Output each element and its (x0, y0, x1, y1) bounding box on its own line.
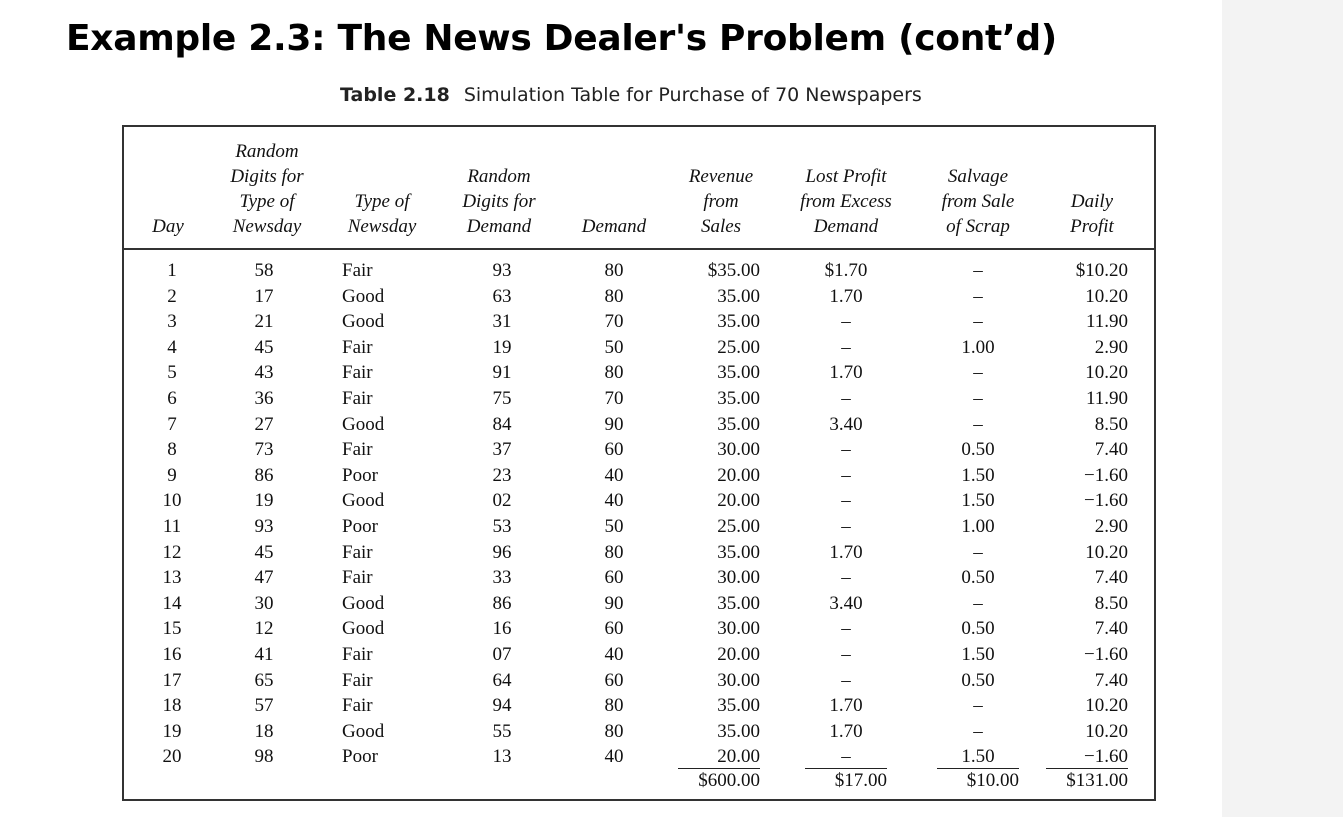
cell-rand-demand: 94 (492, 695, 512, 717)
cell-salvage: 1.50 (961, 746, 995, 768)
cell-rand-type: 12 (254, 618, 274, 640)
cell-profit: 7.40 (1094, 567, 1128, 589)
header-profit (1022, 189, 1162, 239)
cell-salvage: – (973, 362, 983, 384)
cell-rand-type: 17 (254, 285, 274, 307)
cell-rand-demand: 31 (492, 311, 512, 333)
header-line: Newsday (347, 216, 417, 237)
cell-type: Fair (342, 388, 373, 409)
cell-lost: 3.40 (829, 413, 863, 435)
header-line: Demand (813, 216, 879, 237)
cell-rand-demand: 63 (492, 285, 512, 307)
header-line: Salvage (947, 166, 1009, 187)
cell-profit: −1.60 (1084, 644, 1128, 665)
header-line: Digits for (230, 166, 304, 187)
cell-profit: 7.40 (1094, 669, 1128, 691)
cell-type: Good (342, 720, 385, 742)
cell-salvage: – (973, 285, 983, 307)
cell-salvage: – (973, 541, 983, 563)
cell-rand-type: 19 (254, 490, 274, 512)
cell-rand-demand: 53 (492, 516, 512, 537)
total-profit: $131.00 (1066, 770, 1128, 792)
cell-day: 6 (167, 388, 177, 409)
cell-rand-type: 58 (254, 260, 274, 281)
header-line: Demand (581, 216, 647, 237)
total-salvage: $10.00 (966, 770, 1019, 792)
cell-profit: 11.90 (1085, 311, 1128, 333)
cell-revenue: 35.00 (717, 413, 760, 435)
cell-lost: – (841, 618, 851, 640)
cell-profit: 10.20 (1085, 285, 1128, 307)
cell-revenue: 30.00 (717, 669, 760, 691)
cell-demand: 50 (604, 516, 624, 537)
cell-revenue: 35.00 (717, 720, 760, 742)
header-line: from Excess (800, 191, 892, 212)
cell-lost: – (841, 311, 851, 333)
cell-revenue: 20.00 (717, 464, 760, 486)
cell-rand-demand: 16 (492, 618, 512, 640)
cell-lost: – (841, 644, 851, 665)
cell-profit: 10.20 (1085, 720, 1128, 742)
cell-demand: 60 (604, 618, 624, 640)
header-line: Newsday (232, 216, 302, 237)
cell-rand-type: 36 (254, 388, 274, 409)
cell-rand-demand: 91 (492, 362, 512, 384)
cell-demand: 60 (604, 669, 624, 691)
cell-revenue: 30.00 (717, 439, 760, 461)
cell-day: 18 (162, 695, 182, 717)
cell-day: 7 (167, 413, 177, 435)
header-revenue (651, 164, 791, 239)
cell-type: Good (342, 413, 385, 435)
cell-rand-demand: 07 (492, 644, 512, 665)
cell-lost: 1.70 (829, 285, 863, 307)
cell-rand-demand: 23 (492, 464, 512, 486)
header-line: Random (467, 166, 531, 187)
cell-lost: 1.70 (829, 362, 863, 384)
cell-type: Poor (342, 516, 378, 537)
cell-day: 17 (162, 669, 182, 691)
cell-rand-type: 47 (254, 567, 274, 589)
cell-type: Good (342, 618, 385, 640)
cell-salvage: 1.00 (961, 516, 995, 537)
cell-revenue: 35.00 (717, 541, 760, 563)
cell-revenue: 25.00 (717, 336, 760, 358)
cell-revenue: 20.00 (717, 644, 760, 665)
header-line: Revenue (688, 166, 754, 187)
cell-rand-type: 57 (254, 695, 274, 717)
cell-type: Good (342, 490, 385, 512)
cell-rand-demand: 19 (492, 336, 512, 358)
cell-lost: 1.70 (829, 720, 863, 742)
cell-demand: 70 (604, 388, 624, 409)
header-line: from (703, 191, 739, 212)
header-line: Daily (1070, 191, 1114, 212)
cell-salvage: 1.00 (961, 336, 995, 358)
header-line: Day (152, 216, 184, 237)
header-line: Profit (1070, 216, 1114, 237)
total-lost: $17.00 (834, 770, 887, 792)
cell-demand: 40 (604, 746, 624, 768)
cell-demand: 70 (604, 311, 624, 333)
cell-demand: 50 (604, 336, 624, 358)
cell-revenue: 35.00 (717, 695, 760, 717)
cell-lost: – (841, 516, 851, 537)
cell-profit: −1.60 (1084, 490, 1128, 512)
cell-day: 13 (162, 567, 182, 589)
cell-day: 3 (167, 311, 177, 333)
cell-lost: – (841, 439, 851, 461)
cell-rand-type: 18 (254, 720, 274, 742)
cell-rand-type: 73 (254, 439, 274, 461)
cell-salvage: – (973, 388, 983, 409)
cell-demand: 80 (604, 362, 624, 384)
cell-salvage: 0.50 (961, 439, 995, 461)
header-line: from Sale (941, 191, 1015, 212)
table-caption (340, 84, 922, 106)
cell-revenue: 35.00 (717, 285, 760, 307)
cell-rand-demand: 93 (492, 260, 512, 281)
total-revenue: $600.00 (698, 770, 760, 792)
cell-type: Fair (342, 336, 373, 358)
cell-rand-demand: 02 (492, 490, 512, 512)
cell-profit: 10.20 (1085, 695, 1128, 717)
header-line: Lost Profit (805, 166, 887, 187)
cell-type: Poor (342, 746, 378, 768)
cell-lost: – (841, 388, 851, 409)
cell-type: Fair (342, 644, 373, 665)
cell-day: 2 (167, 285, 177, 307)
cell-day: 1 (167, 260, 177, 281)
cell-rand-demand: 86 (492, 592, 512, 614)
cell-type: Good (342, 285, 385, 307)
cell-salvage: 0.50 (961, 618, 995, 640)
cell-rand-demand: 75 (492, 388, 512, 409)
cell-lost: 3.40 (829, 592, 863, 614)
cell-revenue: 35.00 (717, 311, 760, 333)
header-rule (124, 248, 1154, 250)
cell-lost: 1.70 (829, 695, 863, 717)
cell-salvage: 0.50 (961, 567, 995, 589)
cell-demand: 60 (604, 439, 624, 461)
cell-revenue: $35.00 (707, 260, 760, 281)
cell-day: 14 (162, 592, 182, 614)
cell-profit: 10.20 (1085, 362, 1128, 384)
cell-type: Fair (342, 669, 373, 691)
header-lost (776, 164, 916, 239)
cell-type: Fair (342, 541, 373, 563)
cell-type: Fair (342, 362, 373, 384)
cell-rand-type: 45 (254, 336, 274, 358)
cell-rand-type: 65 (254, 669, 274, 691)
cell-lost: – (841, 490, 851, 512)
cell-day: 12 (162, 541, 182, 563)
cell-profit: 11.90 (1085, 388, 1128, 409)
cell-day: 9 (167, 464, 177, 486)
cell-salvage: 0.50 (961, 669, 995, 691)
cell-rand-type: 43 (254, 362, 274, 384)
cell-rand-demand: 37 (492, 439, 512, 461)
cell-type: Good (342, 592, 385, 614)
cell-salvage: – (973, 720, 983, 742)
cell-rand-demand: 84 (492, 413, 512, 435)
cell-revenue: 20.00 (717, 746, 760, 768)
cell-rand-type: 41 (254, 644, 274, 665)
cell-profit: 8.50 (1094, 413, 1128, 435)
cell-lost: – (841, 746, 851, 768)
cell-profit: 10.20 (1085, 541, 1128, 563)
cell-rand-type: 93 (254, 516, 274, 537)
cell-rand-type: 27 (254, 413, 274, 435)
cell-day: 20 (162, 746, 182, 768)
cell-type: Fair (342, 695, 373, 717)
table-caption-text: Simulation Table for Purchase of 70 Newspapers (463, 84, 922, 106)
cell-revenue: 25.00 (717, 516, 760, 537)
cell-day: 8 (167, 439, 177, 461)
cell-day: 19 (162, 720, 182, 742)
cell-rand-type: 98 (254, 746, 274, 768)
cell-salvage: 1.50 (961, 490, 995, 512)
cell-type: Fair (342, 439, 373, 461)
cell-type: Poor (342, 464, 378, 486)
cell-day: 15 (162, 618, 182, 640)
cell-revenue: 35.00 (717, 388, 760, 409)
header-line: Type of (354, 191, 410, 212)
cell-salvage: – (973, 695, 983, 717)
cell-lost: – (841, 567, 851, 589)
cell-salvage: – (973, 413, 983, 435)
table-caption-number: Table 2.18 (340, 84, 450, 106)
cell-demand: 90 (604, 592, 624, 614)
cell-day: 16 (162, 644, 182, 665)
header-line: Sales (700, 216, 742, 237)
cell-rand-demand: 64 (492, 669, 512, 691)
cell-rand-demand: 33 (492, 567, 512, 589)
cell-demand: 80 (604, 285, 624, 307)
cell-day: 4 (167, 336, 177, 358)
simulation-table (122, 125, 1156, 801)
header-line: Demand (466, 216, 532, 237)
header-line: of Scrap (946, 216, 1010, 237)
cell-salvage: – (973, 260, 983, 281)
cell-revenue: 30.00 (717, 567, 760, 589)
cell-demand: 90 (604, 413, 624, 435)
right-margin-strip (1222, 0, 1343, 817)
cell-profit: −1.60 (1084, 746, 1128, 768)
cell-type: Fair (342, 260, 373, 281)
cell-revenue: 30.00 (717, 618, 760, 640)
cell-salvage: 1.50 (961, 644, 995, 665)
cell-profit: 2.90 (1094, 336, 1128, 358)
cell-rand-type: 86 (254, 464, 274, 486)
cell-type: Good (342, 311, 385, 333)
cell-revenue: 35.00 (717, 362, 760, 384)
cell-demand: 80 (604, 720, 624, 742)
cell-day: 10 (162, 490, 182, 512)
cell-rand-type: 30 (254, 592, 274, 614)
cell-lost: $1.70 (824, 260, 868, 281)
cell-salvage: 1.50 (961, 464, 995, 486)
cell-rand-demand: 55 (492, 720, 512, 742)
cell-revenue: 35.00 (717, 592, 760, 614)
cell-lost: – (841, 336, 851, 358)
cell-day: 5 (167, 362, 177, 384)
cell-demand: 80 (604, 541, 624, 563)
cell-demand: 40 (604, 464, 624, 486)
cell-type: Fair (342, 567, 373, 589)
cell-rand-type: 21 (254, 311, 274, 333)
cell-lost: – (841, 669, 851, 691)
cell-demand: 40 (604, 644, 624, 665)
cell-salvage: – (973, 311, 983, 333)
cell-demand: 80 (604, 695, 624, 717)
cell-day: 11 (162, 516, 182, 537)
cell-rand-demand: 96 (492, 541, 512, 563)
cell-profit: 7.40 (1094, 439, 1128, 461)
cell-profit: −1.60 (1084, 464, 1128, 486)
header-line: Digits for (462, 191, 536, 212)
cell-lost: – (841, 464, 851, 486)
cell-profit: 8.50 (1094, 592, 1128, 614)
header-line: Random (235, 141, 299, 162)
header-line: Type of (239, 191, 295, 212)
cell-rand-demand: 13 (492, 746, 512, 768)
cell-rand-type: 45 (254, 541, 274, 563)
cell-demand: 60 (604, 567, 624, 589)
slide-title: Example 2.3: The News Dealer's Problem (cont’d) (66, 18, 1057, 59)
cell-profit: 2.90 (1094, 516, 1128, 537)
cell-lost: 1.70 (829, 541, 863, 563)
cell-profit: $10.20 (1075, 260, 1128, 281)
cell-profit: 7.40 (1094, 618, 1128, 640)
cell-demand: 40 (604, 490, 624, 512)
cell-revenue: 20.00 (717, 490, 760, 512)
cell-salvage: – (973, 592, 983, 614)
cell-demand: 80 (604, 260, 624, 281)
